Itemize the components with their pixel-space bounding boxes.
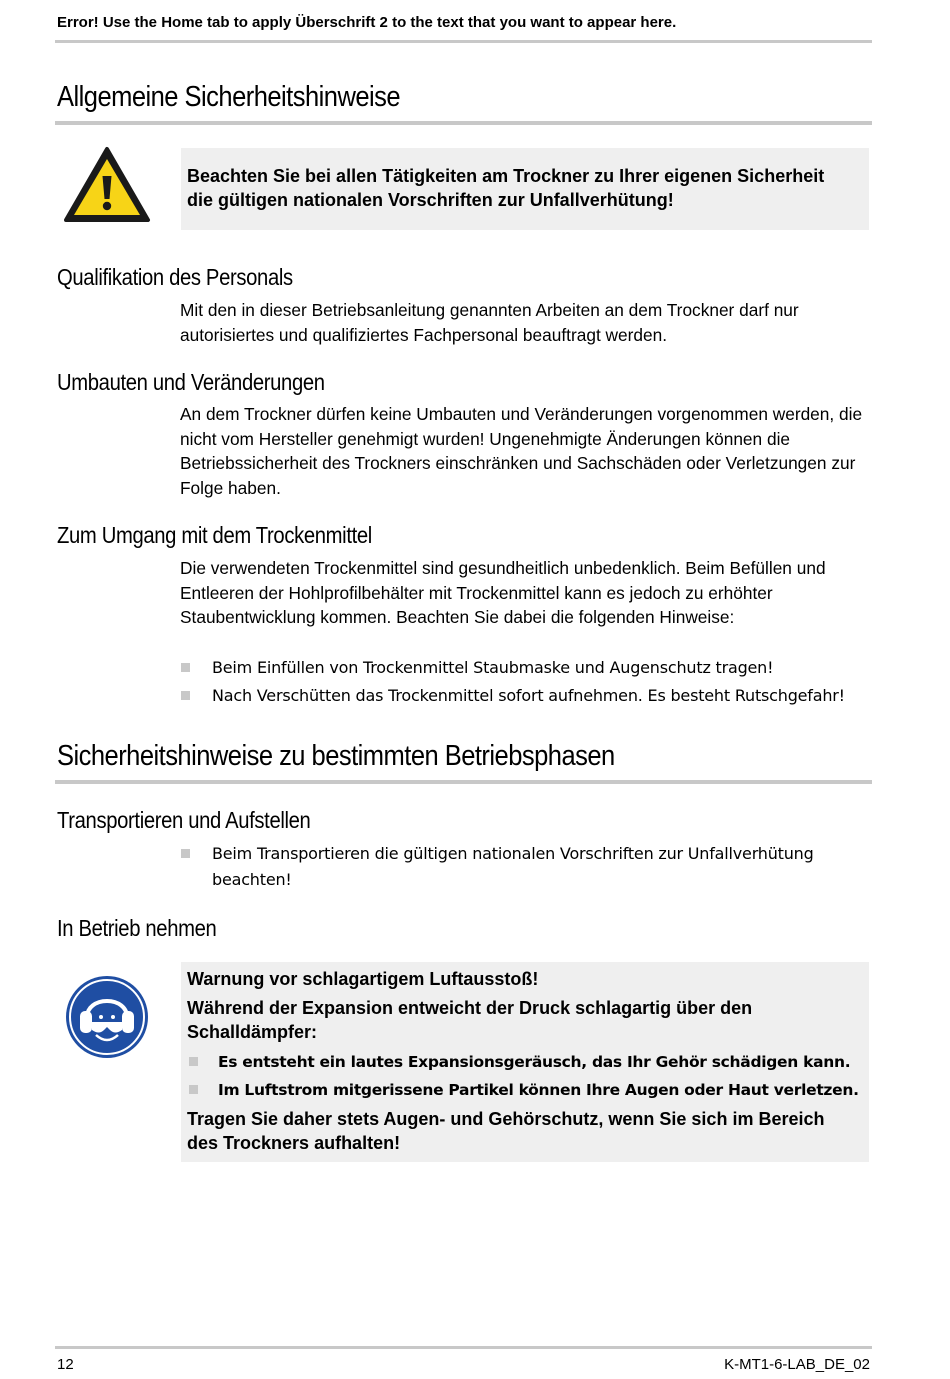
commissioning-warning-sub: Während der Expansion entweicht der Druck schlagartig über den Schalldämpfer: [187, 998, 753, 1042]
document-id: K-MT1-6-LAB_DE_02 [724, 1356, 870, 1373]
section-title-phases: Sicherheitshinweise zu bestimmten Betriebsphasen [57, 740, 615, 772]
list-item [181, 683, 871, 709]
qualification-text: Mit den in dieser Betriebsanleitung genannten Arbeiten an dem Trockner darf nur autorisiertes und qualifiziertes Fachpersonal beauftragt werden. [180, 300, 799, 345]
desiccant-text: Die verwendeten Trockenmittel sind gesundheitlich unbedenklich. Beim Befüllen und Entleeren der Hohlprofilbehälter mit Trockenmittel kann es jedoch zu erhöhter Staubentwicklung kommen. Beachten Sie dabei die folgenden Hinweise: [180, 558, 826, 627]
commissioning-bullet-2: Im Luftstrom mitgerissene Partikel können Ihre Augen oder Haut verletzen. [218, 1081, 859, 1099]
section-title-modifications: Umbauten und Veränderungen [57, 369, 325, 395]
section-rule [55, 121, 872, 125]
section-title-qualification: Qualifikation des Personals [57, 264, 293, 290]
bullet-square-icon [189, 1057, 198, 1066]
header-error-text: Error! Use the Home tab to apply Überschrift 2 to the text that you want to appear here. [57, 14, 677, 31]
general-safety-note: Beachten Sie bei allen Tätigkeiten am Trockner zu Ihrer eigenen Sicherheit die gültigen nationalen Vorschriften zur Unfallverhütung! [187, 166, 825, 210]
list-item [181, 655, 871, 681]
footer-rule [55, 1346, 872, 1349]
list-item [181, 841, 821, 893]
bullet-square-icon [181, 849, 190, 858]
section-title-commissioning: In Betrieb nehmen [57, 915, 217, 941]
section-rule [55, 780, 872, 784]
bullet-square-icon [189, 1085, 198, 1094]
commissioning-warning-footer: Tragen Sie daher stets Augen- und Gehörschutz, wenn Sie sich im Bereich des Trockners aufhalten! [187, 1109, 825, 1153]
commissioning-warning-title: Warnung vor schlagartigem Luftausstoß! [187, 969, 539, 989]
warning-triangle-icon [63, 146, 151, 224]
header-rule [55, 40, 872, 43]
eye-and-ear-protection-icon [63, 973, 151, 1061]
bullet-square-icon [181, 691, 190, 700]
desiccant-bullet-1: Beim Einfüllen von Trockenmittel Staubmaske und Augenschutz tragen! [212, 658, 774, 677]
list-item [189, 1077, 869, 1103]
page-number: 12 [57, 1356, 74, 1373]
section-title-desiccant: Zum Umgang mit dem Trockenmittel [57, 522, 372, 548]
list-item [189, 1049, 869, 1075]
section-title-general: Allgemeine Sicherheitshinweise [57, 81, 401, 113]
transport-bullet: Beim Transportieren die gültigen nationalen Vorschriften zur Unfallverhütung beachten! [212, 844, 814, 889]
section-title-transport: Transportieren und Aufstellen [57, 807, 311, 833]
bullet-square-icon [181, 663, 190, 672]
commissioning-bullet-1: Es entsteht ein lautes Expansionsgeräusch, das Ihr Gehör schädigen kann. [218, 1053, 851, 1071]
general-safety-note-box [181, 148, 869, 230]
commissioning-warning-box [181, 962, 869, 1162]
desiccant-bullet-2: Nach Verschütten das Trockenmittel sofort aufnehmen. Es besteht Rutschgefahr! [212, 686, 845, 705]
modifications-text: An dem Trockner dürfen keine Umbauten und Veränderungen vorgenommen werden, die nicht vom Hersteller genehmigt wurden! Ungenehmigte Änderungen können die Betriebssicherheit des Trockners einschränken und Sachschäden oder Verletzungen zur Folge haben. [180, 404, 863, 498]
